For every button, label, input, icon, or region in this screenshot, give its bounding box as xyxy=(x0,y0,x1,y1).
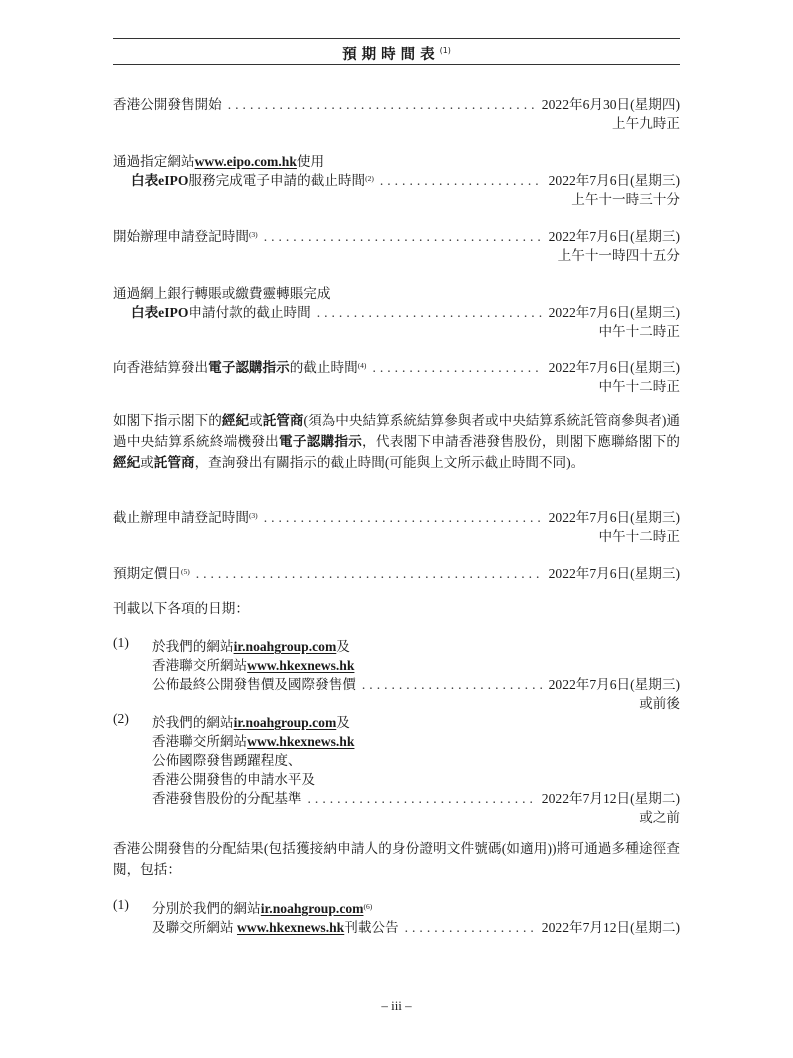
eipo-website-link[interactable]: www.eipo.com.hk xyxy=(194,154,297,169)
company-website-link[interactable]: ir.noahgroup.com xyxy=(233,715,337,730)
schedule-row-price-determination: 預期定價日$^{(5)}$ ..... 2022年7月6日(星期三) xyxy=(113,562,680,582)
schedule-time: 上午九時正 xyxy=(612,116,680,131)
allocation-results-paragraph: 香港公開發售的分配結果(包括獲接納申請人的身份證明文件號碼(如適用))將可通過多種途徑查閱，包括： xyxy=(113,841,680,877)
list-item-line: 公佈國際發售踴躍程度、 xyxy=(152,753,302,768)
page-title: 預期時間表$^{(1)}$ xyxy=(342,46,451,63)
schedule-row-results-announcement: 及聯交所網站 www.hkexnews.hk刊載公告 ..... 2022年7月12日(星期二) xyxy=(152,916,680,936)
leader-dots xyxy=(264,510,543,526)
schedule-time: 中午十二時正 xyxy=(598,379,680,394)
header-bottom-rule xyxy=(113,64,680,65)
schedule-row-eipo-deadline: 白表eIPO服務完成電子申請的截止時間$^{(2)}$ ..... 2022年7月6日(星期三) xyxy=(131,169,680,189)
hkexnews-link[interactable]: www.hkexnews.hk xyxy=(247,734,355,749)
schedule-row-hk-offer-start: 香港公開發售開始 ..... 2022年6月30日(星期四) xyxy=(113,93,680,113)
broker-instruction-paragraph: 如閣下指示閣下的經紀或託管商(須為中央結算系統結算參與者或中央結算系統託管商參與者)通過中央結算系統終端機發出電子認購指示，代表閣下申請香港發售股份，則閣下應聯絡閣下的經紀或託管商，查詢發出有關指示的截止時間(可能與上文所示截止時間不同)。 xyxy=(113,413,681,470)
hkexnews-link[interactable]: www.hkexnews.hk xyxy=(236,920,345,935)
list-item-line: 分別於我們的網站ir.noahgroup.com$^{(6)}$ xyxy=(152,901,373,916)
company-website-link[interactable]: ir.noahgroup.com xyxy=(260,901,364,916)
schedule-time: 中午十二時正 xyxy=(598,324,680,339)
publish-heading: 刊載以下各項的日期： xyxy=(113,601,249,616)
schedule-time: 上午十一時三十分 xyxy=(571,192,680,207)
footnote-ref: (6) xyxy=(363,902,373,911)
list-number: (1) xyxy=(113,897,129,912)
leader-dots xyxy=(405,920,536,936)
leader-dots xyxy=(264,229,543,245)
schedule-row-final-price: 公佈最終公開發售價及國際發售價 ..... 2022年7月6日(星期三) xyxy=(152,673,680,693)
hkexnews-link[interactable]: www.hkexnews.hk xyxy=(247,658,355,673)
footnote-ref: (3) xyxy=(248,511,258,520)
leader-dots xyxy=(362,677,543,693)
footnote-ref: (4) xyxy=(357,361,367,370)
footnote-ref: (2) xyxy=(365,174,374,183)
list-number: (1) xyxy=(113,635,129,650)
list-item-line: 香港聯交所網站www.hkexnews.hk xyxy=(152,658,355,673)
leader-dots xyxy=(380,173,543,189)
leader-dots xyxy=(308,791,536,807)
company-website-link[interactable]: ir.noahgroup.com xyxy=(233,639,337,654)
schedule-time: 中午十二時正 xyxy=(598,529,680,544)
date-qualifier: 或之前 xyxy=(639,810,680,825)
date-qualifier: 或前後 xyxy=(639,696,680,711)
leader-dots xyxy=(317,305,543,321)
list-item-line: 於我們的網站ir.noahgroup.com及 xyxy=(152,715,350,730)
schedule-row-payment-label: 通過網上銀行轉賬或繳費靈轉賬完成 xyxy=(113,286,331,301)
schedule-row-application-lists-close: 截止辦理申請登記時間$^{(3)}$ ..... 2022年7月6日(星期三) xyxy=(113,506,680,526)
list-item-line: 於我們的網站ir.noahgroup.com及 xyxy=(152,639,350,654)
schedule-row-application-lists-open: 開始辦理申請登記時間$^{(3)}$ ..... 2022年7月6日(星期三) xyxy=(113,225,680,245)
schedule-row-payment-deadline: 白表eIPO申請付款的截止時間 ..... 2022年7月6日(星期三) xyxy=(131,301,680,321)
page-number: – iii – xyxy=(381,998,412,1013)
schedule-row-eipo-label: 通過指定網站www.eipo.com.hk使用 xyxy=(113,154,325,169)
schedule-row-allotment-basis: 香港發售股份的分配基準 ..... 2022年7月12日(星期二) xyxy=(152,787,680,807)
header-top-rule xyxy=(113,38,680,39)
title-footnote-ref: (1) xyxy=(439,46,451,55)
schedule-time: 上午十一時四十五分 xyxy=(557,248,680,263)
list-number: (2) xyxy=(113,711,129,726)
leader-dots xyxy=(372,360,542,376)
list-item-line: 香港聯交所網站www.hkexnews.hk xyxy=(152,734,355,749)
footnote-ref: (5) xyxy=(180,567,190,576)
leader-dots xyxy=(228,97,536,113)
schedule-row-electronic-instructions: 向香港結算發出電子認購指示的截止時間$^{(4)}$ ..... 2022年7月6日(星期三) xyxy=(113,356,680,376)
list-item-line: 香港公開發售的申請水平及 xyxy=(152,772,316,787)
leader-dots xyxy=(196,566,543,582)
footnote-ref: (3) xyxy=(248,230,258,239)
